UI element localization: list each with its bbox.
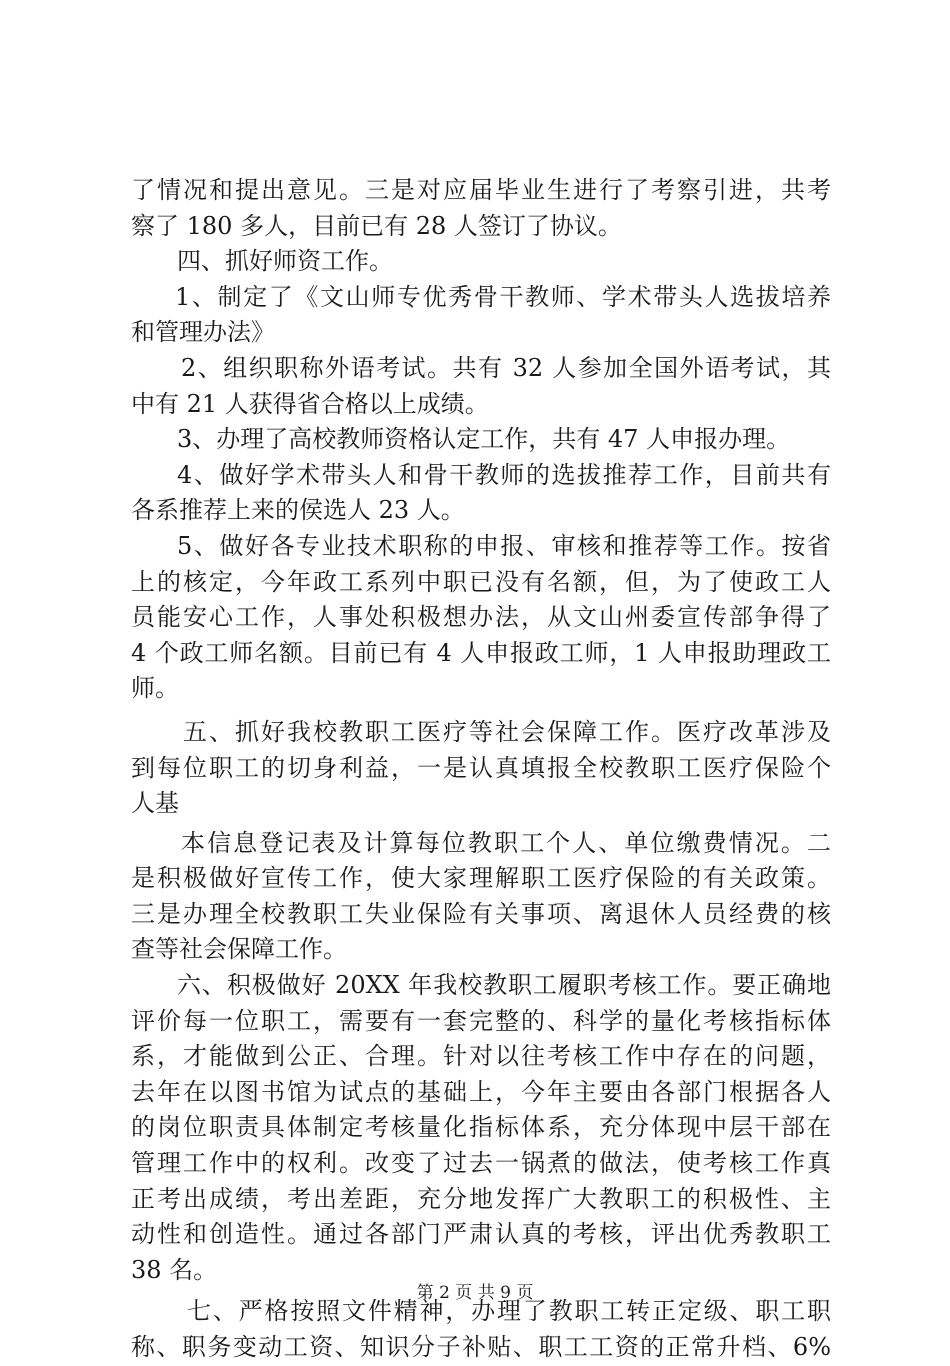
text-line: 4、做好学术带头人和骨干教师的选拔推荐工作，目前共有 [177,460,831,489]
text-line: 七、严格按照文件精神，办理了教职工转正定级、职工职 [187,1297,831,1326]
text-line: 三是办理全校教职工失业保险有关事项、离退休人员经费的核 [131,899,831,928]
text-line: 和管理办法》 [131,318,275,347]
text-line: 系，才能做到公正、合理。针对以往考核工作中存在的问题， [131,1042,831,1071]
text-line: 称、职务变动工资、知识分子补贴、职工工资的正常升档、6% [131,1333,831,1361]
text-line: 各系推荐上来的侯选人 23 人。 [131,496,465,525]
text-line: 人基 [131,789,179,818]
text-line: 本信息登记表及计算每位教职工个人、单位缴费情况。二 [181,828,831,857]
text-line: 4 个政工师名额。目前已有 4 人申报政工师，1 人申报助理政工 [131,638,831,667]
text-line: 察了 180 多人，目前已有 28 人签订了协议。 [131,211,622,240]
text-line: 查等社会保障工作。 [131,935,347,964]
text-line: 1、制定了《文山师专优秀骨干教师、学术带头人选拔培养 [175,282,831,311]
text-line: 六、积极做好 20XX 年我校教职工履职考核工作。要正确地 [177,971,831,1000]
text-line: 上的核定，今年政工系列中职已没有名额，但，为了使政工人 [131,567,831,596]
text-line: 了情况和提出意见。三是对应届毕业生进行了考察引进，共考 [131,176,831,204]
text-line: 中有 21 人获得省合格以上成绩。 [131,389,489,418]
text-line: 五、抓好我校教职工医疗等社会保障工作。医疗改革涉及 [183,717,831,746]
text-line: 是积极做好宣传工作，使大家理解职工医疗保险的有关政策。 [131,864,831,893]
text-line: 评价每一位职工，需要有一套完整的、科学的量化考核指标体 [131,1006,831,1035]
text-line: 正考出成绩，考出差距，充分地发挥广大教职工的积极性、主 [131,1184,831,1213]
text-line: 管理工作中的权利。改变了过去一锅煮的做法，使考核工作真 [131,1149,831,1178]
text-line: 动性和创造性。通过各部门严肃认真的考核，评出优秀教职工 [131,1220,831,1249]
text-line: 38 名。 [131,1255,218,1284]
page-footer: 第 2 页 共 9 页 [416,1283,534,1303]
text-line: 5、做好各专业技术职称的申报、审核和推荐等工作。按省 [177,531,831,560]
text-line: 到每位职工的切身利益，一是认真填报全校教职工医疗保险个 [131,753,831,782]
text-line: 去年在以图书馆为试点的基础上，今年主要由各部门根据各人 [131,1077,831,1106]
text-line: 的岗位职责具体制定考核量化指标体系，充分体现中层干部在 [131,1113,831,1142]
text-line: 2、组织职称外语考试。共有 32 人参加全国外语考试，其 [181,353,831,382]
text-line: 3、办理了高校教师资格认定工作，共有 47 人申报办理。 [177,425,791,454]
text-line: 四、抓好师资工作。 [177,247,393,276]
text-line: 师。 [131,674,179,703]
document-body [131,173,831,1366]
text-line: 员能安心工作，人事处积极想办法，从文山州委宣传部争得了 [131,603,831,632]
